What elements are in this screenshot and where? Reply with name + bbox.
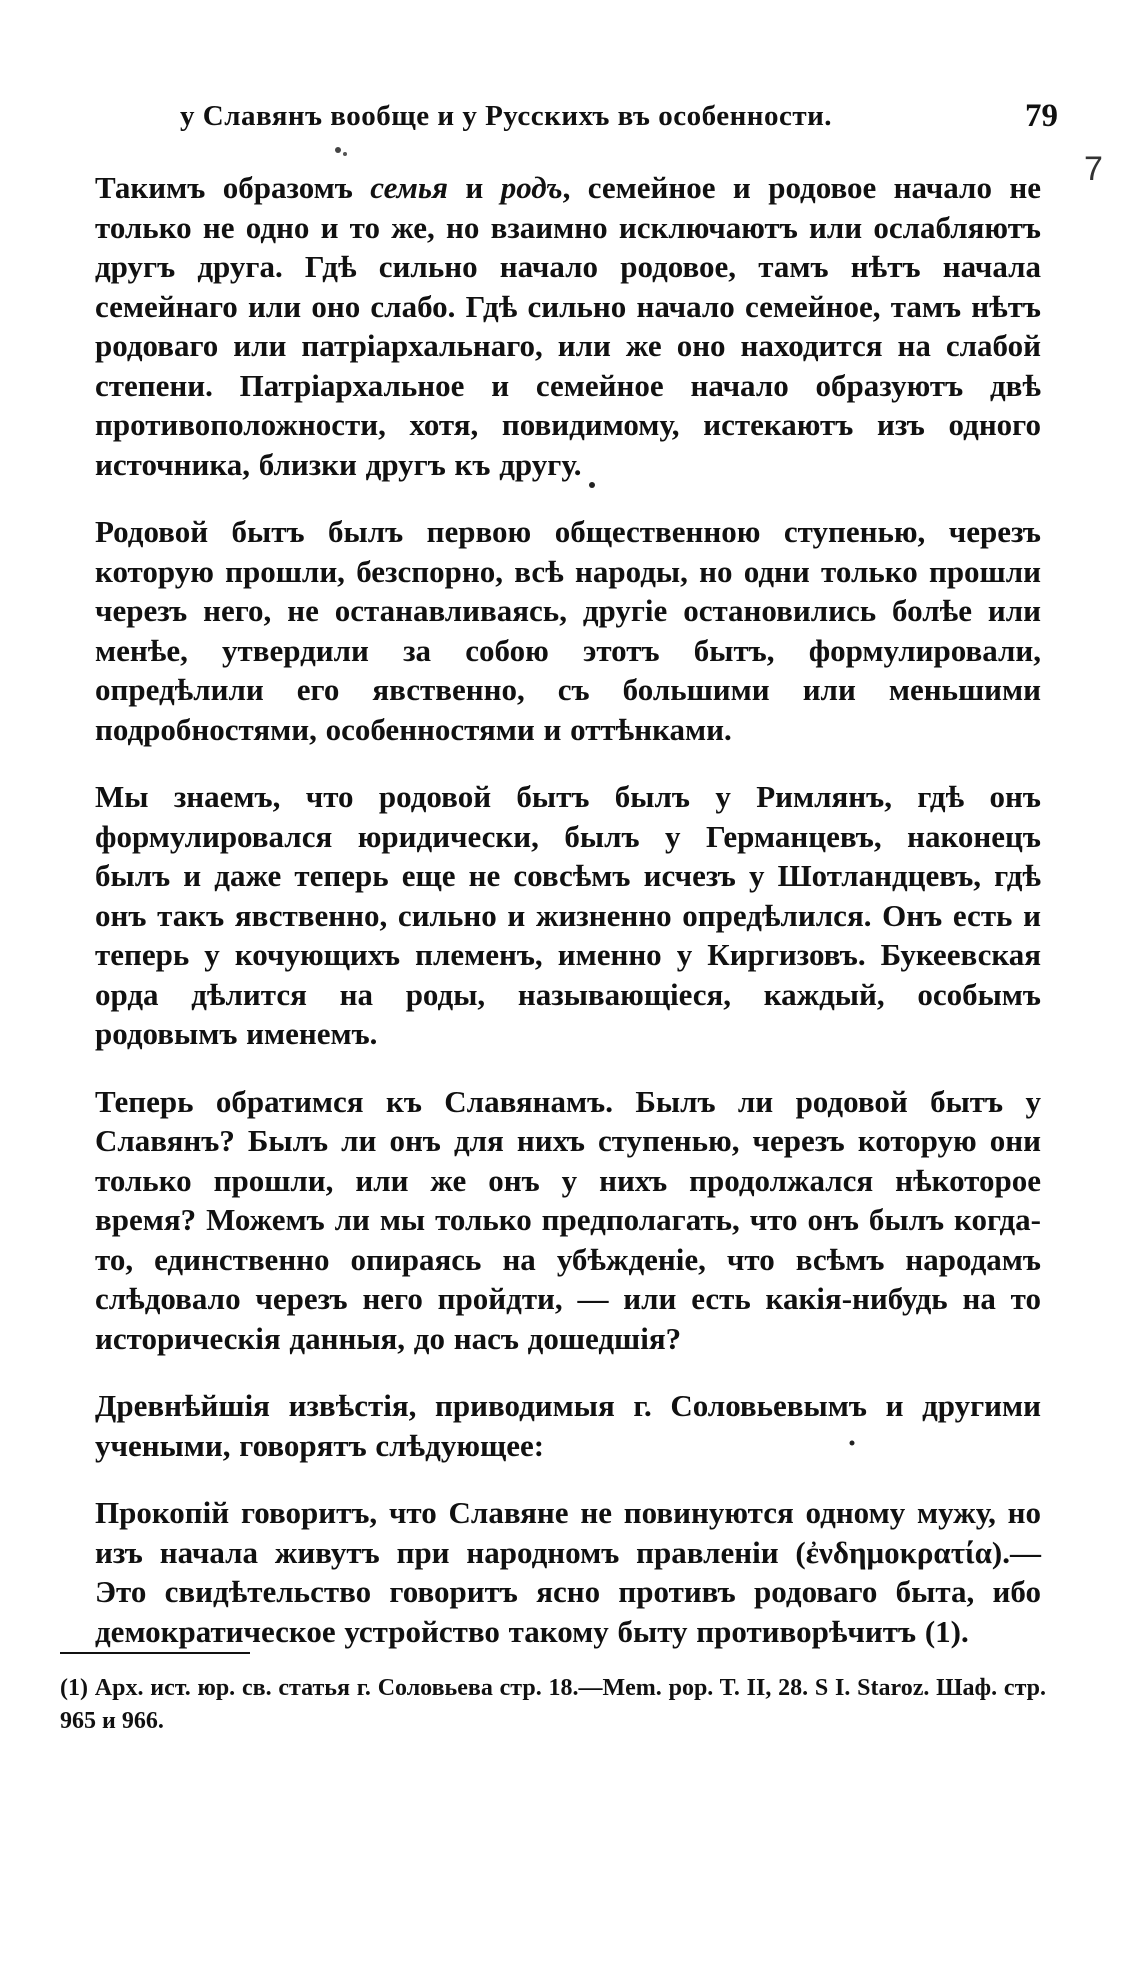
italic-term-clan: родъ [500,170,563,205]
paragraph-4: Теперь обратимся къ Славянамъ. Былъ ли родовой бытъ у Славянъ? Былъ ли онъ для нихъ ступенью, черезъ которую они только прошли, или же онъ у нихъ продолжался нѣкоторое время? Можемъ ли мы только предполагать, что онъ былъ когда-то, единственно опираясь на убѣжденіе, что всѣмъ народамъ слѣдовало черезъ него пройдти, — или есть какія-нибудь на то историческія данныя, до насъ дошедшія? [95,1083,1041,1356]
paragraph-1 [95,168,1041,484]
italic-term-family: семья [370,170,448,205]
paragraph-6: Прокопій говоритъ, что Славяне не повинуются одному мужу, но изъ начала живутъ при народномъ правленіи (ἐνδημοκρατία).— Это свидѣтельство говоритъ ясно противъ родоваго быта, ибо демократическое устройство такому быту противорѣчитъ (1). [95,1495,1041,1649]
footnote-divider [60,1652,250,1654]
running-head-title: у Славянъ вообще и у Русскихъ въ особенности. [180,100,833,132]
page-number: 79 [1025,98,1058,134]
body-text [95,168,1041,1679]
paragraph-3: Мы знаемъ, что родовой бытъ былъ у Римлянъ, гдѣ онъ формулировался юридически, былъ у Германцевъ, наконецъ былъ и даже теперь еще не совсѣмъ исчезъ у Шотландцевъ, гдѣ онъ такъ явственно, сильно и жизненно опредѣлился. Онъ есть и теперь у кочующихъ племенъ, именно у Киргизовъ. Букеевская орда дѣлится на роды, называющіеся, каждый, особымъ родовымъ именемъ. [95,779,1041,1051]
ink-speck [343,152,347,156]
footnote: (1) Арх. ист. юр. св. статья г. Соловьева стр. 18.—Mem. pop. T. II, 28. S I. Staroz. Шаф. стр. 965 и 966. [60,1675,1046,1734]
ink-speck [335,147,341,153]
paragraph-1-rest: , семейное и родовое начало не только не одно и то же, но взаимно исключаютъ или ослабляютъ другъ друга. Гдѣ сильно начало родовое, тамъ нѣтъ начала семейнаго или оно слабо. Гдѣ сильно начало семейное, тамъ нѣтъ родоваго или патріархальнаго, или же оно находится на слабой степени. Патріархальное и семейное начало образуютъ двѣ противоположности, хотя, повидимому, истекаютъ изъ одного источника, близки другъ къ другу. [95,170,1041,482]
running-head [180,100,1060,140]
paragraph-5: Древнѣйшія извѣстія, приводимыя г. Соловьевымъ и другими учеными, говорятъ слѣдующее: [95,1388,1041,1463]
paragraph-2: Родовой бытъ былъ первою общественною ступенью, черезъ которую прошли, безспорно, всѣ народы, но одни только прошли черезъ него, не останавливаясь, другіе остановились болѣе или менѣе, утвердили за собою этотъ бытъ, формулировали, опредѣлили его явственно, съ большими или меньшими подробностями, особенностями и оттѣнками. [95,514,1041,747]
margin-pencil-mark: 7 [1084,150,1103,188]
paragraph-1-conjunction: и [447,170,501,205]
paragraph-1-lead: Такимъ образомъ [95,170,371,205]
